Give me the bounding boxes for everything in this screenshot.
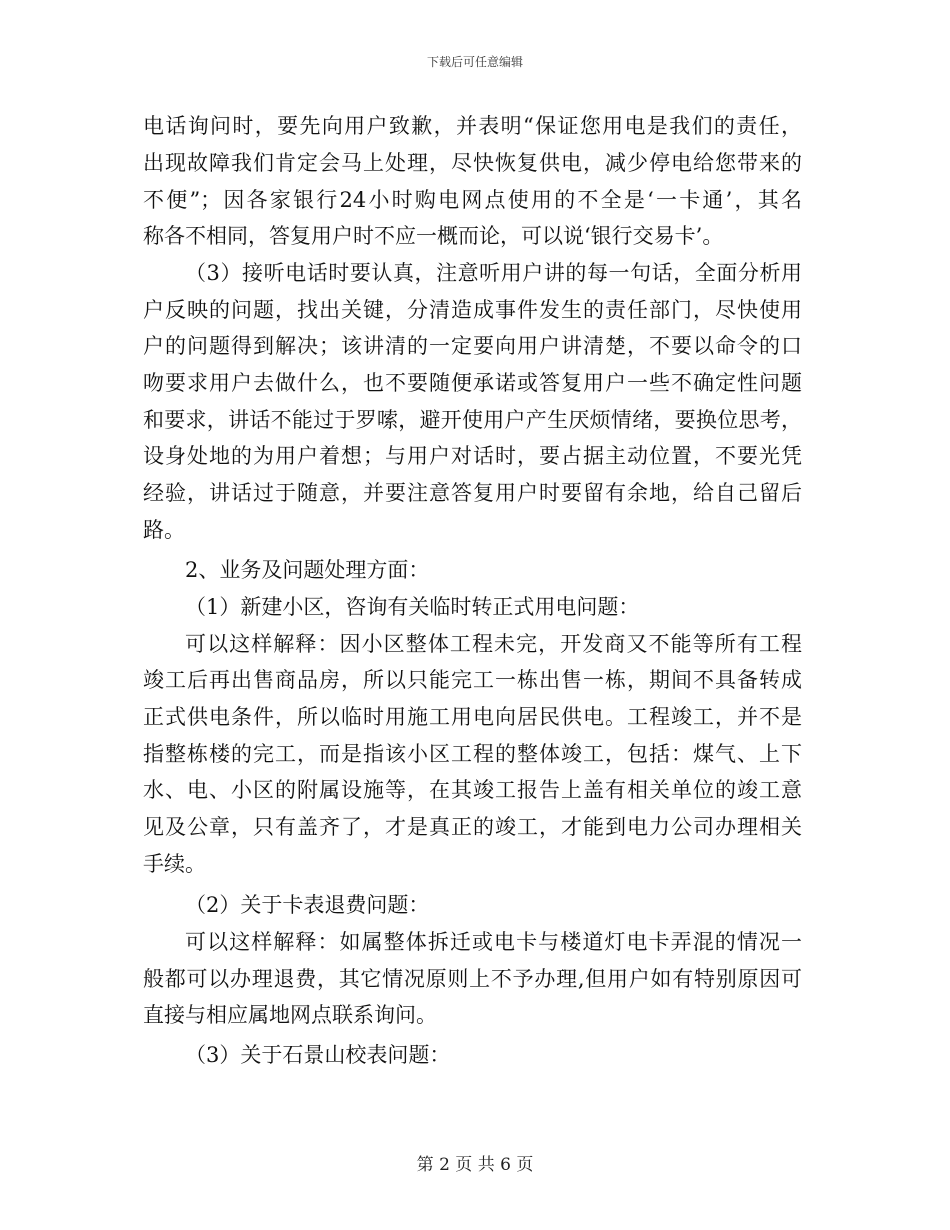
text-line: 吻要求用户去做什么，也不要随便承诺或答复用户一些不确定性问题	[143, 371, 802, 395]
text-line: 可以这样解释：如属整体拆迁或电卡与楼道灯电卡弄混的情况一	[185, 930, 802, 954]
text-line: 出现故障我们肯定会马上处理，尽快恢复供电，减少停电给您带来的	[143, 151, 802, 175]
text-line: 户的问题得到解决；该讲清的一定要向用户讲清楚，不要以命令的口	[143, 334, 802, 358]
text-line: 直接与相应属地网点联系询问。	[143, 1003, 437, 1027]
text-line: 2、业务及问题处理方面：	[185, 558, 430, 582]
text-line: 手续。	[143, 852, 206, 876]
text-line: （2）关于卡表退费问题：	[185, 893, 430, 917]
text-line: 电话询问时，要先向用户致歉，并表明“保证您用电是我们的责任，	[143, 114, 802, 138]
page-number-footer: 第 2 页 共 6 页	[416, 1155, 534, 1175]
text-line: 不便”；因各家银行24小时购电网点使用的不全是‘一卡通’，其名	[143, 188, 802, 212]
text-line: 水、电、小区的附属设施等，在其竣工报告上盖有相关单位的竣工意	[143, 778, 802, 802]
text-line: 指整栋楼的完工，而是指该小区工程的整体竣工，包括：煤气、上下	[143, 742, 802, 766]
text-line: 路。	[143, 518, 185, 542]
text-line: （3）接听电话时要认真，注意听用户讲的每一句话，全面分析用	[185, 261, 802, 285]
page-header-note: 下载后可任意编辑	[426, 55, 523, 69]
text-line: 正式供电条件，所以临时用施工用电向居民供电。工程竣工，并不是	[143, 705, 802, 729]
text-line: 经验，讲话过于随意，并要注意答复用户时要留有余地，给自己留后	[143, 481, 802, 505]
text-line: 般都可以办理退费，其它情况原则上不予办理,但用户如有特别原因可	[143, 967, 802, 991]
text-line: 户反映的问题，找出关键，分清造成事件发生的责任部门，尽快使用	[143, 298, 802, 322]
text-line: 见及公章，只有盖齐了，才是真正的竣工，才能到电力公司办理相关	[143, 815, 802, 839]
text-line: （3）关于石景山校表问题：	[185, 1043, 451, 1067]
text-line: 竣工后再出售商品房，所以只能完工一栋出售一栋，期间不具备转成	[143, 668, 802, 692]
text-line: （1）新建小区，咨询有关临时转正式用电问题：	[185, 595, 640, 619]
text-line: 称各不相同，答复用户时不应一概而论，可以说‘银行交易卡’。	[143, 224, 724, 248]
text-line: 可以这样解释：因小区整体工程未完，开发商又不能等所有工程	[185, 632, 802, 656]
text-line: 设身处地的为用户着想；与用户对话时，要占据主动位置，不要光凭	[143, 444, 802, 468]
text-line: 和要求，讲话不能过于罗嗦，避开使用户产生厌烦情绪，要换位思考，	[143, 408, 802, 432]
